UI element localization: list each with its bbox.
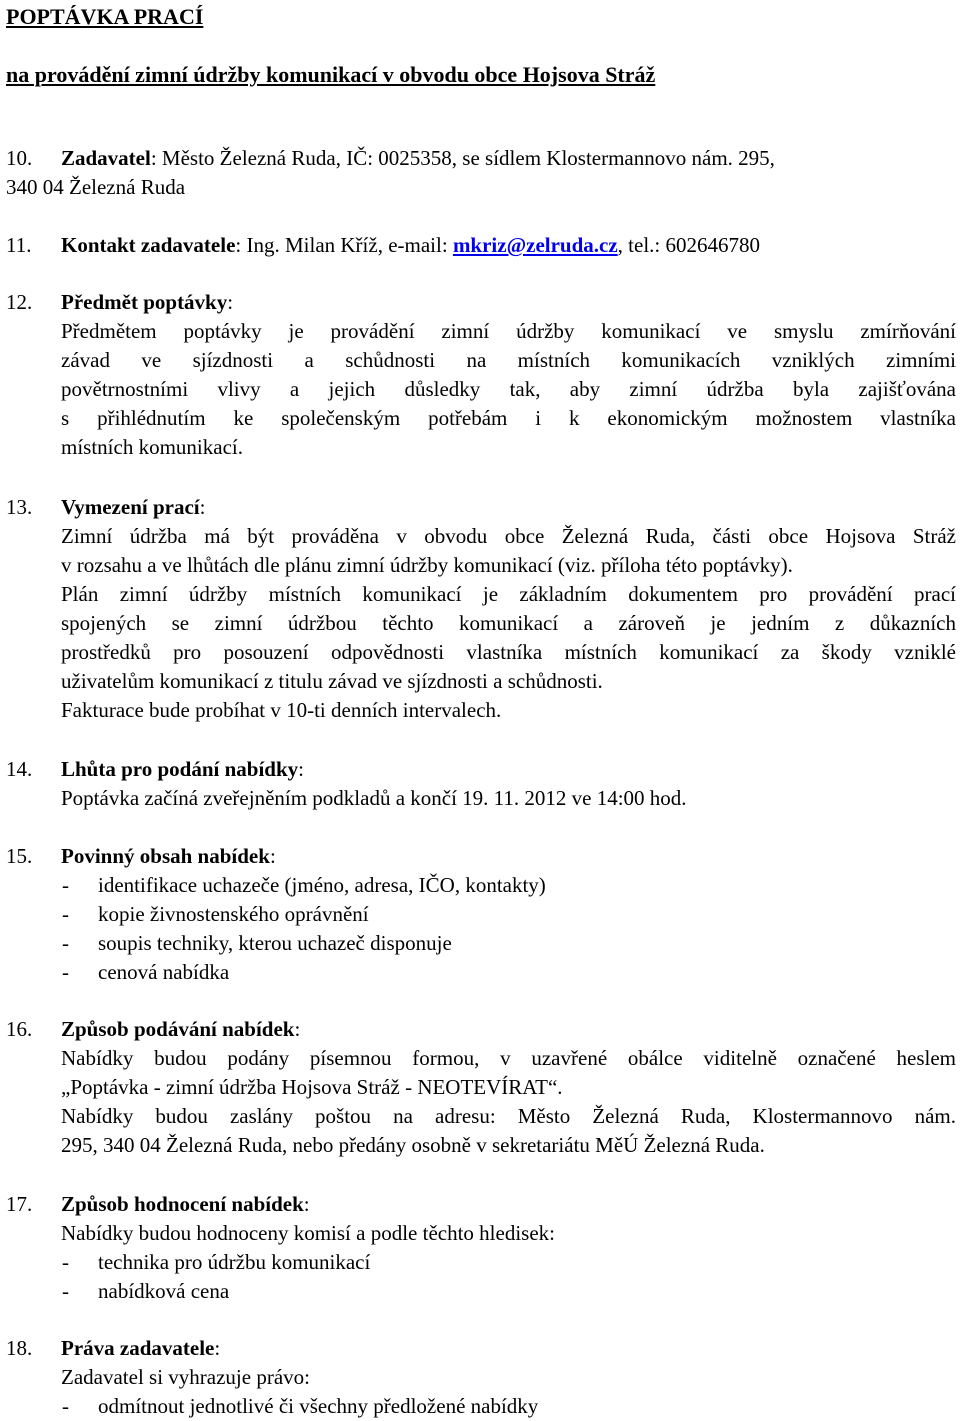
list-item-text: nabídková cena [98, 1279, 230, 1303]
paragraph-line: Nabídky budou hodnoceny komisí a podle těchto hledisek: [61, 1221, 555, 1245]
list-item [6, 1277, 956, 1306]
heading-colon: : [303, 1192, 310, 1216]
paragraph-line: Předmětem poptávky je provádění zimní údržby komunikací ve smyslu zmírňování [61, 319, 956, 343]
heading-colon: : [269, 844, 276, 868]
paragraph-line: 295, 340 04 Železná Ruda, nebo předány osobně v sekretariátu MěÚ Železná Ruda. [61, 1133, 765, 1157]
list-item-text: cenová nabídka [98, 960, 230, 984]
section-heading: Práva zadavatele [61, 1336, 215, 1360]
paragraph-line: Zimní údržba má být prováděna v obvodu obce Železná Ruda, části obce Hojsova Stráž [61, 524, 956, 548]
list-item [6, 900, 956, 929]
list-item-text: kopie živnostenského oprávnění [98, 902, 369, 926]
list-item [6, 1392, 956, 1421]
section-heading: Způsob hodnocení nabídek [61, 1192, 304, 1216]
section-number: 14. [6, 757, 33, 781]
paragraph-line: uživatelům komunikací z titulu závad ve sjízdnosti a schůdnosti. [61, 669, 603, 693]
contact-prefix: : Ing. Milan Kříž, e-mail: [235, 233, 453, 257]
paragraph-line: místních komunikací. [61, 435, 243, 459]
heading-colon: : [227, 290, 234, 314]
section-heading: Kontakt zadavatele [61, 233, 236, 257]
section-18 [6, 1334, 956, 1421]
heading-colon: : [214, 1336, 221, 1360]
section-heading: Způsob podávání nabídek [61, 1017, 295, 1041]
section-10 [6, 144, 956, 202]
bullet: - [62, 960, 69, 984]
section-16 [6, 1015, 956, 1160]
section-15 [6, 842, 956, 987]
section-text-line: 340 04 Železná Ruda [6, 175, 186, 199]
paragraph-line: prostředků pro posouzení odpovědnosti vlastníka místních komunikací za škody vzniklé [61, 640, 956, 664]
paragraph-line: v rozsahu a ve lhůtách dle plánu zimní údržby komunikací (viz. příloha této poptávky). [61, 553, 793, 577]
heading-colon: : [294, 1017, 301, 1041]
section-11 [6, 231, 956, 260]
bullet: - [62, 931, 69, 955]
bullet: - [62, 1279, 69, 1303]
bullet: - [62, 1250, 69, 1274]
section-14 [6, 755, 956, 813]
list-item-text: odmítnout jednotlivé či všechny předložené nabídky [98, 1394, 539, 1418]
section-heading: Lhůta pro podání nabídky [61, 757, 299, 781]
list-item-text: soupis techniky, kterou uchazeč disponuje [98, 931, 452, 955]
section-heading: Předmět poptávky [61, 290, 228, 314]
section-text: : Město Železná Ruda, IČ: 0025358, se sídlem Klostermannovo nám. 295, [150, 146, 775, 170]
list-item [6, 929, 956, 958]
list-item [6, 871, 956, 900]
section-heading: Povinný obsah nabídek [61, 844, 270, 868]
paragraph-line: Poptávka začíná zveřejněním podkladů a končí 19. 11. 2012 ve 14:00 hod. [61, 786, 687, 810]
section-number: 16. [6, 1017, 33, 1041]
list-item-text: identifikace uchazeče (jméno, adresa, IČO, kontakty) [98, 873, 546, 897]
bullet: - [62, 1394, 69, 1418]
paragraph-line: Zadavatel si vyhrazuje právo: [61, 1365, 310, 1389]
paragraph-line: s přihlédnutím ke společenským potřebám i k ekonomickým možnostem vlastníka [61, 406, 956, 430]
contact-suffix: , tel.: 602646780 [617, 233, 760, 257]
section-heading: Vymezení prací [61, 495, 200, 519]
paragraph-line: Fakturace bude probíhat v 10-ti denních intervalech. [61, 698, 502, 722]
bullet: - [62, 902, 69, 926]
paragraph-line: „Poptávka - zimní údržba Hojsova Stráž - NEOTEVÍRAT“. [61, 1075, 563, 1099]
section-number: 15. [6, 844, 33, 868]
section-heading: Zadavatel [61, 146, 151, 170]
paragraph-line: spojených se zimní údržbou těchto komunikací a zároveň je jedním z důkazních [61, 611, 956, 635]
section-number: 12. [6, 290, 33, 314]
section-number: 11. [6, 233, 32, 257]
section-13 [6, 493, 956, 725]
heading-colon: : [298, 757, 304, 781]
list-item [6, 958, 956, 987]
section-number: 18. [6, 1336, 33, 1360]
paragraph-line: Nabídky budou zaslány poštou na adresu: Město Železná Ruda, Klostermannovo nám. [61, 1104, 956, 1128]
heading-colon: : [199, 495, 206, 519]
paragraph-line: povětrnostními vlivy a jejich důsledky tak, aby zimní údržba byla zajišťována [61, 377, 956, 401]
paragraph-line: Nabídky budou podány písemnou formou, v uzavřené obálce viditelně označené heslem [61, 1046, 956, 1070]
list-item [6, 1248, 956, 1277]
paragraph-line: Plán zimní údržby místních komunikací je základním dokumentem pro provádění prací [61, 582, 956, 606]
list-item-text: technika pro údržbu komunikací [98, 1250, 371, 1274]
section-number: 17. [6, 1192, 33, 1216]
section-12 [6, 288, 956, 462]
email-link[interactable]: mkriz@zelruda.cz [452, 233, 618, 257]
section-number: 10. [6, 146, 33, 170]
section-number: 13. [6, 495, 33, 519]
section-17 [6, 1190, 956, 1306]
document-subtitle: na provádění zimní údržby komunikací v obvodu obce Hojsova Stráž [6, 62, 656, 87]
document-title: POPTÁVKA PRACÍ [6, 4, 204, 29]
bullet: - [62, 873, 69, 897]
paragraph-line: závad ve sjízdnosti a schůdnosti na místních komunikacích vzniklých zimními [61, 348, 956, 372]
